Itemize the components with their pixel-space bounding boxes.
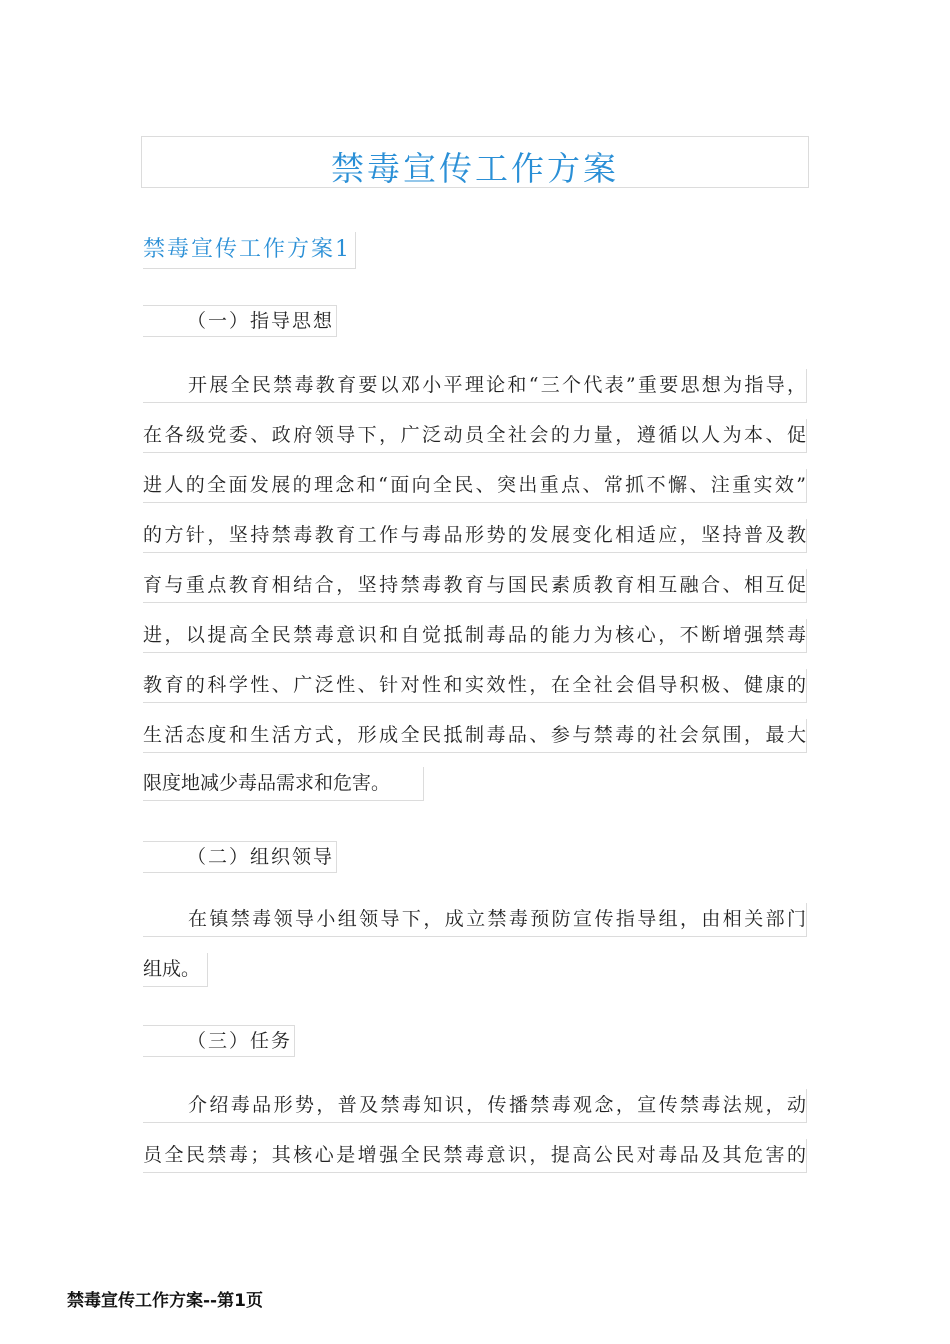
paragraph-line: 在各级党委、政府领导下，广泛动员全社会的力量，遵循以人为本、促 xyxy=(143,419,807,453)
title-box xyxy=(141,136,809,188)
paragraph-line: 生活态度和生活方式，形成全民抵制毒品、参与禁毒的社会氛围，最大 xyxy=(143,719,807,753)
heading-tasks: （三）任务 xyxy=(143,1025,295,1057)
paragraph-line: 的方针，坚持禁毒教育工作与毒品形势的发展变化相适应，坚持普及教 xyxy=(143,519,807,553)
document-title: 禁毒宣传工作方案 xyxy=(331,149,619,188)
paragraph-line: 组成。 xyxy=(143,953,208,987)
paragraph-line: 开展全民禁毒教育要以邓小平理论和“三个代表”重要思想为指导， xyxy=(143,369,807,403)
paragraph-line: 进，以提高全民禁毒意识和自觉抵制毒品的能力为核心，不断增强禁毒 xyxy=(143,619,807,653)
paragraph-line: 员全民禁毒；其核心是增强全民禁毒意识，提高公民对毒品及其危害的 xyxy=(143,1139,807,1173)
paragraph-line: 育与重点教育相结合，坚持禁毒教育与国民素质教育相互融合、相互促 xyxy=(143,569,807,603)
paragraph-line: 介绍毒品形势，普及禁毒知识，传播禁毒观念，宣传禁毒法规，动 xyxy=(143,1089,807,1123)
paragraph-line: 在镇禁毒领导小组领导下，成立禁毒预防宣传指导组，由相关部门 xyxy=(143,903,807,937)
page-footer: 禁毒宣传工作方案--第1页 xyxy=(67,1291,263,1311)
paragraph-line: 教育的科学性、广泛性、针对性和实效性，在全社会倡导积极、健康的 xyxy=(143,669,807,703)
heading-guiding-ideology: （一）指导思想 xyxy=(143,305,337,337)
section-title: 禁毒宣传工作方案1 xyxy=(143,232,356,269)
paragraph-line: 进人的全面发展的理念和“面向全民、突出重点、常抓不懈、注重实效” xyxy=(143,469,807,503)
paragraph-line: 限度地减少毒品需求和危害。 xyxy=(143,767,424,801)
heading-organization: （二）组织领导 xyxy=(143,841,337,873)
